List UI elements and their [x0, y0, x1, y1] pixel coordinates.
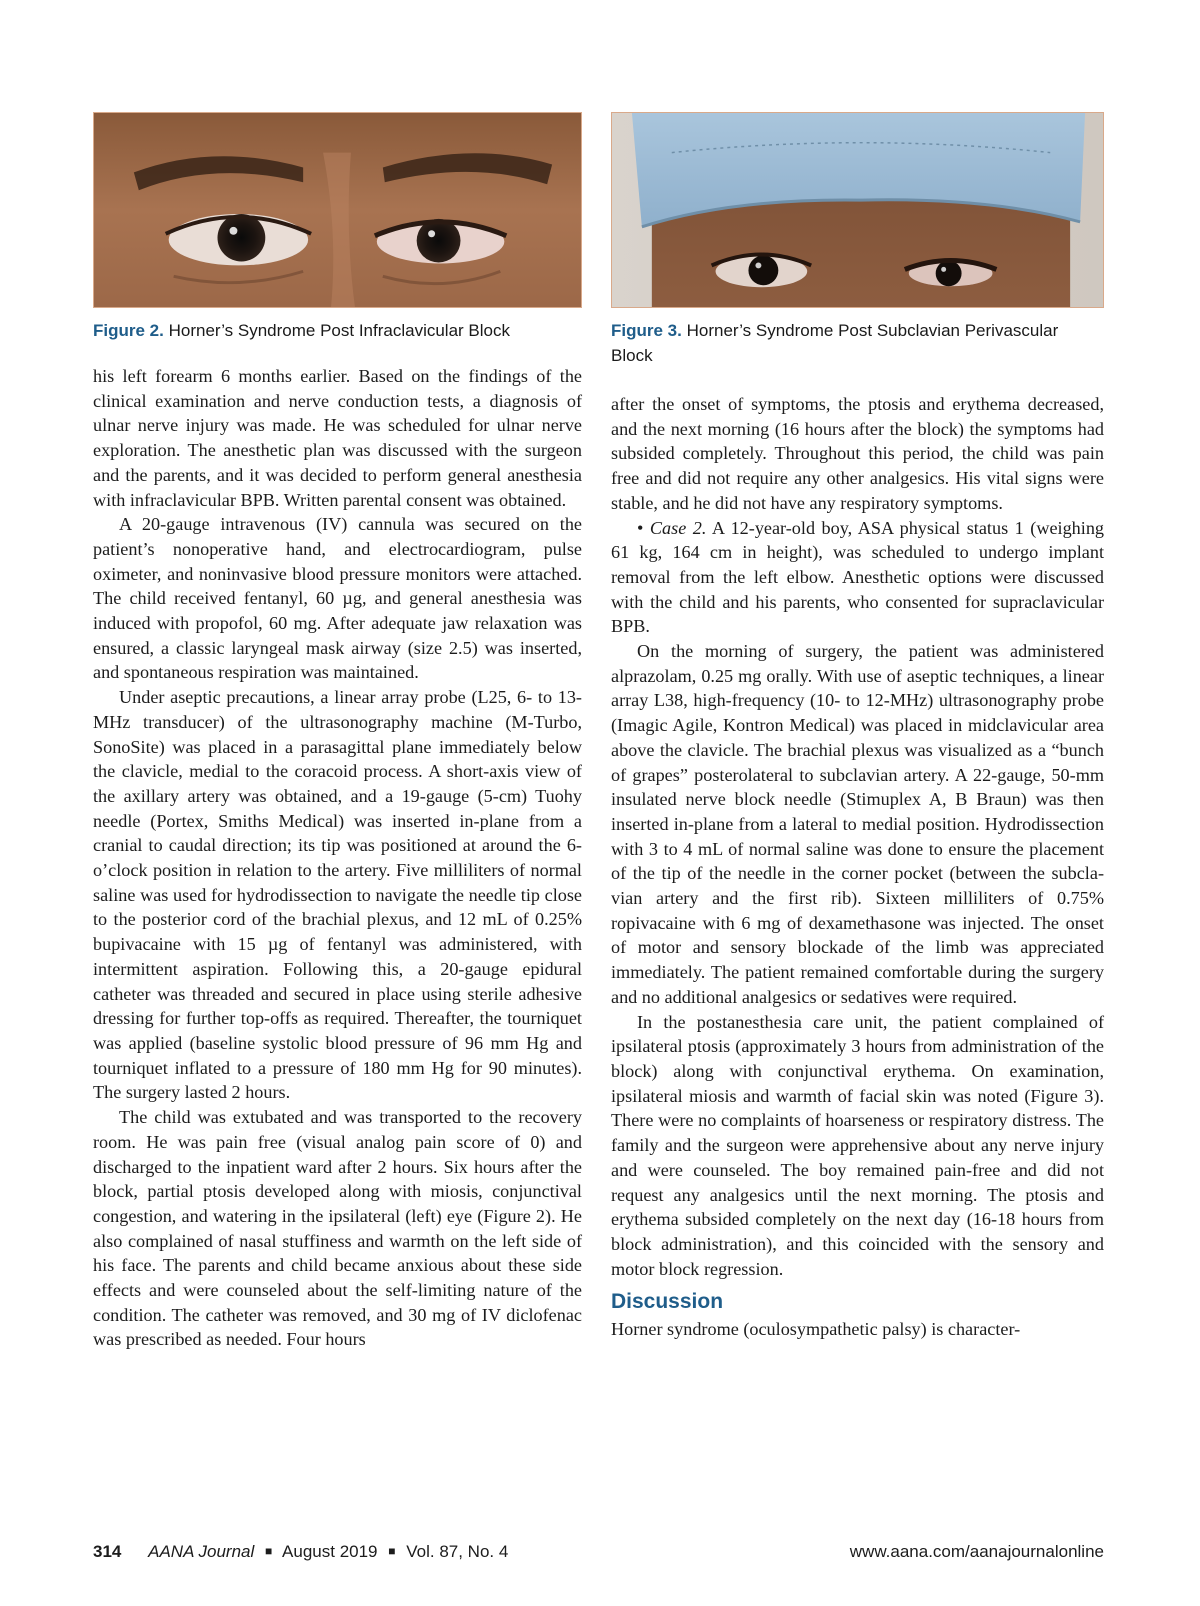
figure-3-caption-text: Horner’s Syndrome Post Subclavian Perivascular Block	[611, 321, 1059, 365]
right-column	[611, 392, 1104, 1342]
figure-2-image	[93, 112, 582, 308]
paragraph: Under aseptic precautions, a linear array probe (L25, 6- to 13-MHz transducer) of the ultrasonography machine (M-Turbo, SonoSite) was placed in a parasagittal plane immediately below the clavicle, medial to the coracoid process. A short-axis view of the axillary artery was obtained, and a 19-gauge (5-cm) Tuohy needle (Portex, Smiths Medical) was inserted in-plane from a cranial to caudal direction; its tip was positioned at around the 6-o’clock position in relation to the artery. Five milliliters of normal saline was used for hydrodissection to navigate the needle tip close to the posterior cord of the brachial plexus, and 12 mL of 0.25% bupivacaine with 15 µg of fentanyl was administered, with intermittent aspiration. Following this, a 20-gauge epidural catheter was threaded and secured in place using sterile adhesive dressing for further top-offs as required. Thereafter, the tourniquet was applied (baseline systolic blood pressure of 96 mm Hg and tourniquet inflated to a pressure of 180 mm Hg for 90 minutes). The surgery lasted 2 hours.	[93, 687, 582, 1103]
figure-3-caption	[611, 318, 1104, 368]
discussion-heading: Discussion	[611, 1290, 724, 1314]
volume: Vol. 87, No. 4	[406, 1542, 509, 1561]
journal-name: AANA Journal	[148, 1542, 255, 1561]
case-2-paragraph	[611, 516, 1104, 640]
case-2-label: Case 2.	[649, 517, 707, 538]
paragraph: his left forearm 6 months earlier. Based on the findings of the clinical examination and nerve conduction tests, a diagnosis of ulnar nerve injury was made. He was scheduled for ulnar nerve exploration. The anesthetic plan was discussed with the surgeon and the parents, and it was decided to perform general anesthesia with infraclavicular BPB. Written parental consent was obtained.	[93, 366, 582, 510]
page-number: 314	[93, 1542, 122, 1561]
paragraph: Horner syndrome (oculosympathetic palsy) is character-	[611, 1319, 1021, 1340]
figure-2-caption	[93, 318, 593, 343]
issue-date: August 2019	[282, 1542, 378, 1561]
paragraph: after the onset of symptoms, the ptosis and erythema decreased, and the next morning (16 hours after the block) the symptoms had subsided completely. Throughout this period, the child was pain free and did not require any other analgesics. His vital signs were stable, and he did not have any respiratory symptoms.	[611, 394, 1104, 513]
paragraph: On the morning of surgery, the patient was administered alprazolam, 0.25 mg orally. With use of aseptic techniques, a linear array L38, high-frequency (10- to 12-MHz) ultrasonography probe (Imagic Agile, Kontron Medical) was placed in midclavicular area above the clavicle. The brachial plexus was visualized as a “bunch of grapes” posterolateral to subclavian artery. A 22-gauge, 50-mm insulated nerve block needle (Stimuplex A, B Braun) was then inserted in-plane from a lateral to medial position. Hydrodissection with 3 to 4 mL of normal saline was done to ensure the placement of the tip of the needle in the corner pocket (between the subclavian artery and the first rib). Sixteen milliliters of 0.75% ropivacaine with 6 mg of dexamethasone was injected. The onset of motor and sensory blockade of the limb was appreciated immediately. The patient remained comfortable during the surgery and no additional analgesics or sedatives were required.	[611, 641, 1104, 1007]
paragraph: In the postanesthesia care unit, the patient complained of ipsilateral ptosis (approximately 3 hours from administration of the block) along with conjunctival erythema. On examination, ipsilateral miosis and warmth of facial skin was noted (Figure 3). There were no complaints of hoarseness or respiratory distress. The family and the surgeon were apprehensive about any nerve injury and were counseled. The boy remained pain-free and did not request any analgesics until the next morning. The ptosis and erythema subsided completely on the next day (16-18 hours from block administration), and this coincided with the sensory and motor block regression.	[611, 1011, 1104, 1279]
journal-url[interactable]: www.aana.com/aanajournalonline	[849, 1542, 1104, 1561]
paragraph: The child was extubated and was transported to the recovery room. He was pain free (visual analog pain score of 0) and discharged to the inpatient ward after 2 hours. Six hours after the block, partial ptosis developed along with miosis, conjunctival congestion, and watering in the ipsilateral (left) eye (Figure 2). He also complained of nasal stuffiness and warmth on the left side of his face. The parents and child became anxious about these side effects and were counseled about the self-limiting nature of the condition. The catheter was removed, and 30 mg of IV diclofenac was prescribed as needed. Four hours	[93, 1107, 582, 1350]
figure-3-label: Figure 3.	[611, 321, 682, 340]
figure-2-label: Figure 2.	[93, 321, 164, 340]
figure-3-image	[611, 112, 1104, 308]
case-2-text: A 12-year-old boy, ASA physical status 1 (weighing 61 kg, 164 cm in height), was scheduled to undergo implant removal from the left elbow. Anesthetic options were discussed with the child and his parents, who consented for supraclavicular BPB.	[611, 517, 1105, 637]
figure-2-caption-text: Horner’s Syndrome Post Infraclavicular Block	[168, 321, 510, 340]
paragraph: A 20-gauge intravenous (IV) cannula was secured on the patient’s nonoperative hand, and electrocardiogram, pulse oximeter, and noninvasive blood pressure monitors were attached. The child received fentanyl, 60 µg, and general anesthesia was induced with propofol, 60 mg. After adequate jaw relaxation was ensured, a classic laryngeal mask airway (size 2.5) was inserted, and spontaneous respiration was maintained.	[93, 514, 582, 683]
separator: ■	[265, 1544, 273, 1558]
separator: ■	[388, 1544, 396, 1558]
page-footer	[93, 1542, 1104, 1568]
case-2-bullet: •	[637, 517, 650, 538]
left-column	[93, 364, 582, 1352]
